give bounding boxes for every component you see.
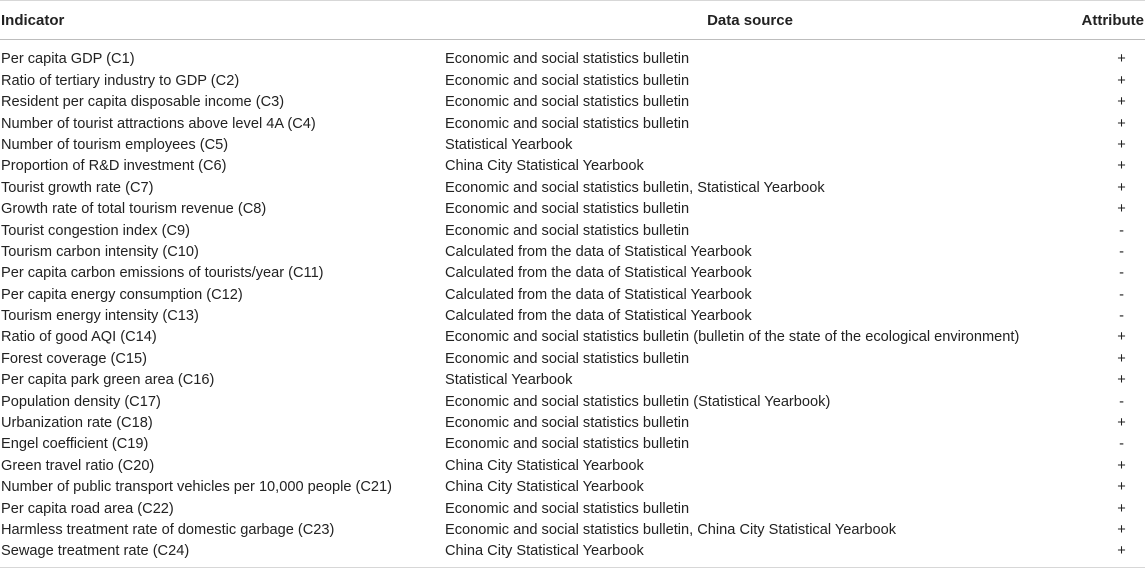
table-row xyxy=(0,135,1145,156)
indicator-cell: Tourism energy intensity (C13) xyxy=(1,308,199,325)
data-source-cell: Economic and social statistics bulletin xyxy=(445,201,690,218)
attribute-cell: - xyxy=(1119,308,1124,325)
data-source-cell: Economic and social statistics bulletin xyxy=(445,94,690,111)
table-row xyxy=(0,113,1145,134)
attribute-cell: - xyxy=(1119,265,1124,282)
attribute-cell: + xyxy=(1117,479,1126,496)
indicator-cell: Population density (C17) xyxy=(1,393,161,410)
indicator-cell: Green travel ratio (C20) xyxy=(1,457,155,474)
indicator-cell: Harmless treatment rate of domestic garbage (C23) xyxy=(1,521,335,538)
table-row xyxy=(0,156,1145,177)
data-source-cell: Calculated from the data of Statistical Yearbook xyxy=(445,308,752,325)
table-row xyxy=(0,284,1145,305)
table-row xyxy=(0,177,1145,198)
header-data-source: Data source xyxy=(445,1,1055,40)
indicator-cell: Per capita energy consumption (C12) xyxy=(1,286,243,303)
data-source-cell: Calculated from the data of Statistical Yearbook xyxy=(445,265,752,282)
data-source-cell: Economic and social statistics bulletin xyxy=(445,222,690,239)
attribute-cell: + xyxy=(1117,51,1126,68)
indicator-cell: Per capita carbon emissions of tourists/year (C11) xyxy=(1,265,324,282)
table-row xyxy=(0,434,1145,455)
indicator-cell: Growth rate of total tourism revenue (C8) xyxy=(1,201,267,218)
attribute-cell: - xyxy=(1119,393,1124,410)
attribute-cell: + xyxy=(1117,136,1126,153)
indicator-cell: Ratio of good AQI (C14) xyxy=(1,329,157,346)
header-attribute: Attribute xyxy=(1055,1,1145,40)
table-row xyxy=(0,477,1145,498)
attribute-cell: + xyxy=(1117,543,1126,560)
indicator-cell: Per capita road area (C22) xyxy=(1,500,174,517)
indicator-cell: Tourist growth rate (C7) xyxy=(1,179,154,196)
data-source-cell: Economic and social statistics bulletin xyxy=(445,350,690,367)
indicator-cell: Forest coverage (C15) xyxy=(1,350,147,367)
data-source-cell: Economic and social statistics bulletin xyxy=(445,72,690,89)
indicator-cell: Engel coefficient (C19) xyxy=(1,436,149,453)
attribute-cell: + xyxy=(1117,72,1126,89)
table-row xyxy=(0,40,1145,71)
indicator-cell: Urbanization rate (C18) xyxy=(1,415,153,432)
table-row xyxy=(0,541,1145,562)
data-source-cell: Economic and social statistics bulletin xyxy=(445,115,690,132)
data-source-cell: China City Statistical Yearbook xyxy=(445,479,644,496)
indicator-cell: Tourism carbon intensity (C10) xyxy=(1,243,199,260)
attribute-cell: - xyxy=(1119,286,1124,303)
attribute-cell: + xyxy=(1117,179,1126,196)
table-row xyxy=(0,455,1145,476)
data-source-cell: Statistical Yearbook xyxy=(445,136,573,153)
indicator-cell: Tourist congestion index (C9) xyxy=(1,222,190,239)
table-row xyxy=(0,92,1145,113)
data-source-cell: China City Statistical Yearbook xyxy=(445,457,644,474)
data-source-cell: Statistical Yearbook xyxy=(445,372,573,389)
attribute-cell: + xyxy=(1117,500,1126,517)
table-row xyxy=(0,242,1145,263)
table-row xyxy=(0,348,1145,369)
attribute-cell: + xyxy=(1117,115,1126,132)
indicator-cell: Number of tourist attractions above level 4A (C4) xyxy=(1,115,316,132)
indicator-cell: Per capita park green area (C16) xyxy=(1,372,215,389)
table-row xyxy=(0,199,1145,220)
indicator-cell: Proportion of R&D investment (C6) xyxy=(1,158,227,175)
table-header xyxy=(0,1,1145,40)
table-row xyxy=(0,391,1145,412)
table-row xyxy=(0,327,1145,348)
data-source-cell: Economic and social statistics bulletin xyxy=(445,436,690,453)
attribute-cell: - xyxy=(1119,243,1124,260)
indicator-cell: Number of tourism employees (C5) xyxy=(1,136,229,153)
table-row xyxy=(0,520,1145,541)
table-row xyxy=(0,498,1145,519)
attribute-cell: + xyxy=(1117,201,1126,218)
table-row xyxy=(0,306,1145,327)
attribute-cell: - xyxy=(1119,222,1124,239)
data-source-cell: China City Statistical Yearbook xyxy=(445,543,644,560)
indicator-cell: Per capita GDP (C1) xyxy=(1,51,135,68)
table-row xyxy=(0,70,1145,91)
table-row xyxy=(0,263,1145,284)
table-row xyxy=(0,413,1145,434)
indicator-cell: Ratio of tertiary industry to GDP (C2) xyxy=(1,72,240,89)
indicator-cell: Number of public transport vehicles per 10,000 people (C21) xyxy=(1,479,393,496)
data-source-cell: Economic and social statistics bulletin (Statistical Yearbook) xyxy=(445,393,831,410)
attribute-cell: + xyxy=(1117,350,1126,367)
indicator-cell: Resident per capita disposable income (C3) xyxy=(1,94,285,111)
table-row xyxy=(0,220,1145,241)
attribute-cell: + xyxy=(1117,329,1126,346)
header-row xyxy=(0,1,1145,40)
attribute-cell: + xyxy=(1117,415,1126,432)
bottom-rule xyxy=(0,567,1145,568)
header-indicator: Indicator xyxy=(0,1,445,40)
data-source-cell: Calculated from the data of Statistical Yearbook xyxy=(445,243,752,260)
data-source-cell: China City Statistical Yearbook xyxy=(445,158,644,175)
data-source-cell: Economic and social statistics bulletin, China City Statistical Yearbook xyxy=(445,521,897,538)
attribute-cell: + xyxy=(1117,158,1126,175)
table-body xyxy=(0,40,1145,563)
data-source-cell: Economic and social statistics bulletin, Statistical Yearbook xyxy=(445,179,825,196)
attribute-cell: + xyxy=(1117,457,1126,474)
table-row xyxy=(0,370,1145,391)
indicator-cell: Sewage treatment rate (C24) xyxy=(1,543,190,560)
attribute-cell: + xyxy=(1117,94,1126,111)
attribute-cell: + xyxy=(1117,372,1126,389)
data-source-cell: Economic and social statistics bulletin xyxy=(445,51,690,68)
attribute-cell: + xyxy=(1117,521,1126,538)
attribute-cell: - xyxy=(1119,436,1124,453)
data-source-cell: Economic and social statistics bulletin (bulletin of the state of the ecological environment) xyxy=(445,329,1020,346)
data-source-cell: Economic and social statistics bulletin xyxy=(445,415,690,432)
data-source-cell: Economic and social statistics bulletin xyxy=(445,500,690,517)
data-source-cell: Calculated from the data of Statistical Yearbook xyxy=(445,286,752,303)
